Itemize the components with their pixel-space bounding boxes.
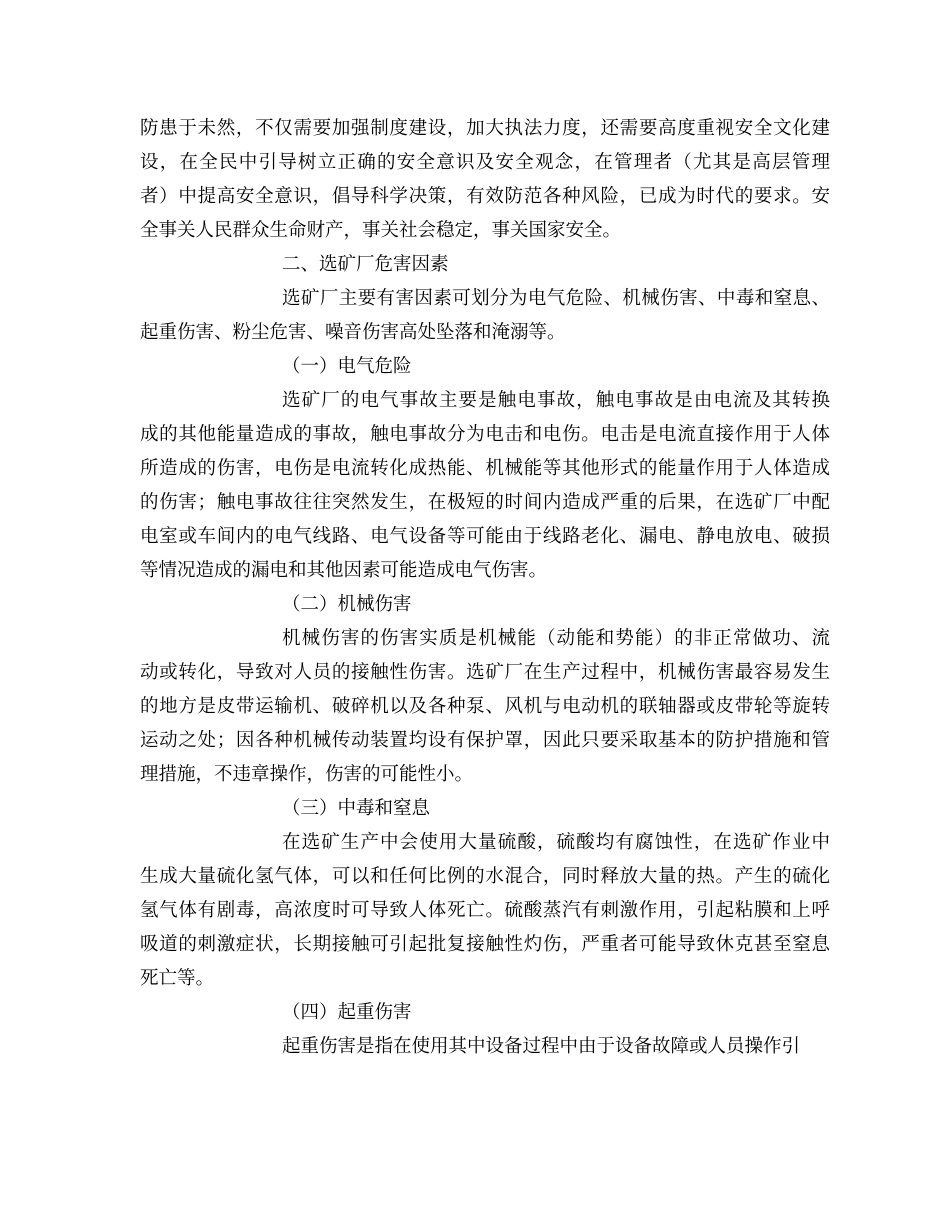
subheading-poisoning-suffocation: （三）中毒和窒息 xyxy=(282,798,431,819)
document-body xyxy=(140,112,830,1064)
paragraph-hazard-overview xyxy=(140,282,830,350)
paragraph-line: 者）中提高安全意识，倡导科学决策，有效防范各种风险，已成为时代的要求。安 xyxy=(140,186,830,207)
paragraph-line: 设，在全民中引导树立正确的安全意识及安全观念，在管理者（尤其是高层管理 xyxy=(140,152,830,173)
paragraph-mechanical-injury xyxy=(140,622,830,792)
paragraph-line: 动或转化，导致对人员的接触性伤害。选矿厂在生产过程中，机械伤害最容易发生 xyxy=(140,662,830,683)
paragraph-line: 电室或车间内的电气线路、电气设备等可能由于线路老化、漏电、静电放电、破损 xyxy=(140,526,830,547)
paragraph-line: 成的其他能量造成的事故，触电事故分为电击和电伤。电击是电流直接作用于人体 xyxy=(140,424,830,445)
subheading-mechanical-injury: （二）机械伤害 xyxy=(282,594,412,615)
paragraph-line: 的伤害；触电事故往往突然发生，在极短的时间内造成严重的后果，在选矿厂中配 xyxy=(140,492,830,513)
paragraph-line: 起重伤害是指在使用其中设备过程中由于设备故障或人员操作引 xyxy=(282,1036,801,1057)
paragraph-line: 吸道的刺激症状，长期接触可引起批复接触性灼伤，严重者可能导致休克甚至窒息 xyxy=(140,934,830,955)
paragraph-line: 选矿厂的电气事故主要是触电事故，触电事故是由电流及其转换 xyxy=(282,390,830,411)
paragraph-line: 防患于未然，不仅需要加强制度建设，加大执法力度，还需要高度重视安全文化建 xyxy=(140,118,830,139)
subheading-electrical-hazard: （一）电气危险 xyxy=(282,356,412,377)
paragraph-line: 在选矿生产中会使用大量硫酸，硫酸均有腐蚀性，在选矿作业中 xyxy=(282,832,830,853)
paragraph-line: 所造成的伤害，电伤是电流转化成热能、机械能等其他形式的能量作用于人体造成 xyxy=(140,458,830,479)
paragraph-poisoning-suffocation xyxy=(140,826,830,996)
paragraph-line: 机械伤害的伤害实质是机械能（动能和势能）的非正常做功、流 xyxy=(282,628,830,649)
paragraph-line: 选矿厂主要有害因素可划分为电气危险、机械伤害、中毒和窒息、 xyxy=(282,288,830,309)
section-heading-hazard-factors: 二、选矿厂危害因素 xyxy=(282,254,449,275)
paragraph-line: 的地方是皮带运输机、破碎机以及各种泵、风机与电动机的联轴器或皮带轮等旋转 xyxy=(140,696,830,717)
paragraph-line: 起重伤害、粉尘危害、噪音伤害高处坠落和淹溺等。 xyxy=(140,322,566,343)
paragraph-lifting-injury xyxy=(140,1030,830,1064)
paragraph-line: 理措施，不违章操作，伤害的可能性小。 xyxy=(140,764,474,785)
paragraph-line: 全事关人民群众生命财产，事关社会稳定，事关国家安全。 xyxy=(140,220,622,241)
paragraph-electrical-hazard xyxy=(140,384,830,588)
paragraph-line: 运动之处；因各种机械传动装置均设有保护罩，因此只要采取基本的防护措施和管 xyxy=(140,730,830,751)
paragraph-line: 氢气体有剧毒，高浓度时可导致人体死亡。硫酸蒸汽有刺激作用，引起粘膜和上呼 xyxy=(140,900,830,921)
paragraph-line: 生成大量硫化氢气体，可以和任何比例的水混合，同时释放大量的热。产生的硫化 xyxy=(140,866,830,887)
paragraph-line: 死亡等。 xyxy=(140,968,215,989)
paragraph-safety-culture xyxy=(140,112,830,248)
subheading-lifting-injury: （四）起重伤害 xyxy=(282,1002,412,1023)
paragraph-line: 等情况造成的漏电和其他因素可能造成电气伤害。 xyxy=(140,560,548,581)
